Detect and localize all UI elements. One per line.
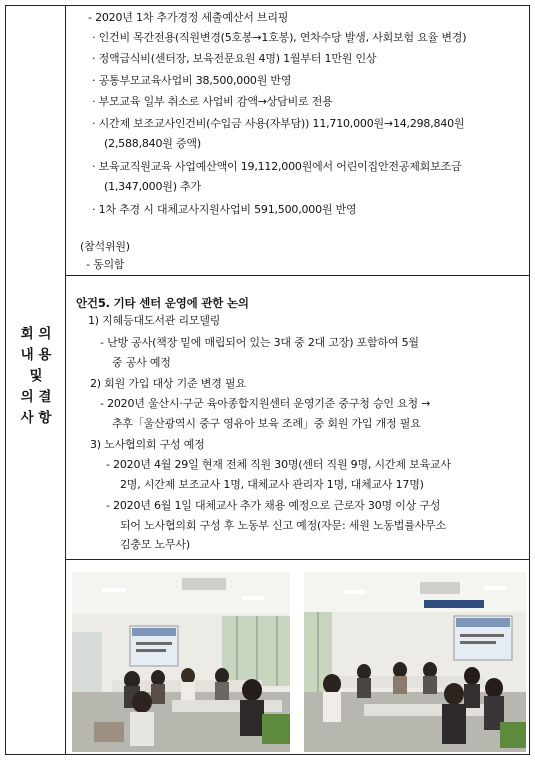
agenda-line: 되어 노사협의회 구성 후 노동부 신고 예정(자문: 세원 노동법률사무소 [120,519,446,532]
agenda-line: 1) 지혜등대도서관 리모델링 [88,314,221,327]
briefing-item: · 1차 추경 시 대체교사지원사업비 591,500,000원 반영 [92,203,357,216]
attendee-label: (참석위원) [80,240,130,253]
agenda-line: - 2020년 울산시·구군 육아종합지원센터 운영기준 중구청 승인 요청 → [100,397,431,410]
briefing-item-cont: (2,588,840원 증액) [104,137,201,150]
agenda-line: - 2020년 6월 1일 대체교사 추가 채용 예정으로 근로자 30명 이상 구성 [106,499,441,512]
briefing-item-cont: (1,347,000원) 추가 [104,180,201,193]
meeting-photo-2 [304,572,526,752]
label-line-2: 내 용 [20,347,52,363]
briefing-item: · 보육교직원교육 사업예산액이 19,112,000원에서 어린이집안전공제회보조금 [92,160,462,173]
photo-section [66,560,529,754]
briefing-item: · 정액급식비(센터장, 보육전문요원 4명) 1월부터 1만원 인상 [92,52,377,65]
agenda-line: 김충모 노무사) [120,538,190,551]
briefing-item: · 공통부모교육사업비 38,500,000원 반영 [92,74,292,87]
briefing-heading: - 2020년 1차 추가경정 세출예산서 브리핑 [88,11,289,24]
label-line-4: 의 결 [20,389,52,405]
other-agenda-section [66,276,529,560]
content-cell [66,6,529,754]
agenda-line: 3) 노사협의회 구성 예정 [90,438,205,451]
agenda-line: 2) 회원 가입 대상 기준 변경 필요 [90,377,246,390]
minutes-table [5,5,530,755]
attendee-result: - 동의함 [86,258,125,271]
row-label [6,324,66,429]
budget-briefing-section [66,6,529,276]
label-line-1: 회 의 [20,326,52,342]
agenda-line: 2명, 시간제 보조교사 1명, 대체교사 관리자 1명, 대체교사 17명) [120,478,424,491]
agenda-line: 중 공사 예정 [112,356,171,369]
agenda-line: - 난방 공사(책장 밑에 매립되어 있는 3대 중 2대 고장) 포함하여 5월 [100,336,419,349]
agenda-title: 안건5. 기타 센터 운영에 관한 논의 [76,296,249,310]
meeting-photo-1 [72,572,290,752]
briefing-item: · 인건비 목간전용(직원변경(5호봉→1호봉), 연차수당 발생, 사회보험 요율 변경) [92,31,467,44]
label-line-5: 사 항 [20,410,52,426]
briefing-item: · 부모교육 일부 취소로 사업비 감액→상담비로 전용 [92,95,333,108]
agenda-line: - 2020년 4월 29일 현재 전체 직원 30명(센터 직원 9명, 시간제 보육교사 [106,458,451,471]
row-label-cell [6,6,66,754]
agenda-line: 추후「울산광역시 중구 영유아 보육 조례」중 회원 가입 개정 필요 [112,417,421,430]
briefing-item: · 시간제 보조교사인건비(수입금 사용(자부담)) 11,710,000원→14,298,840원 [92,117,465,130]
label-line-3: 및 [29,368,43,384]
